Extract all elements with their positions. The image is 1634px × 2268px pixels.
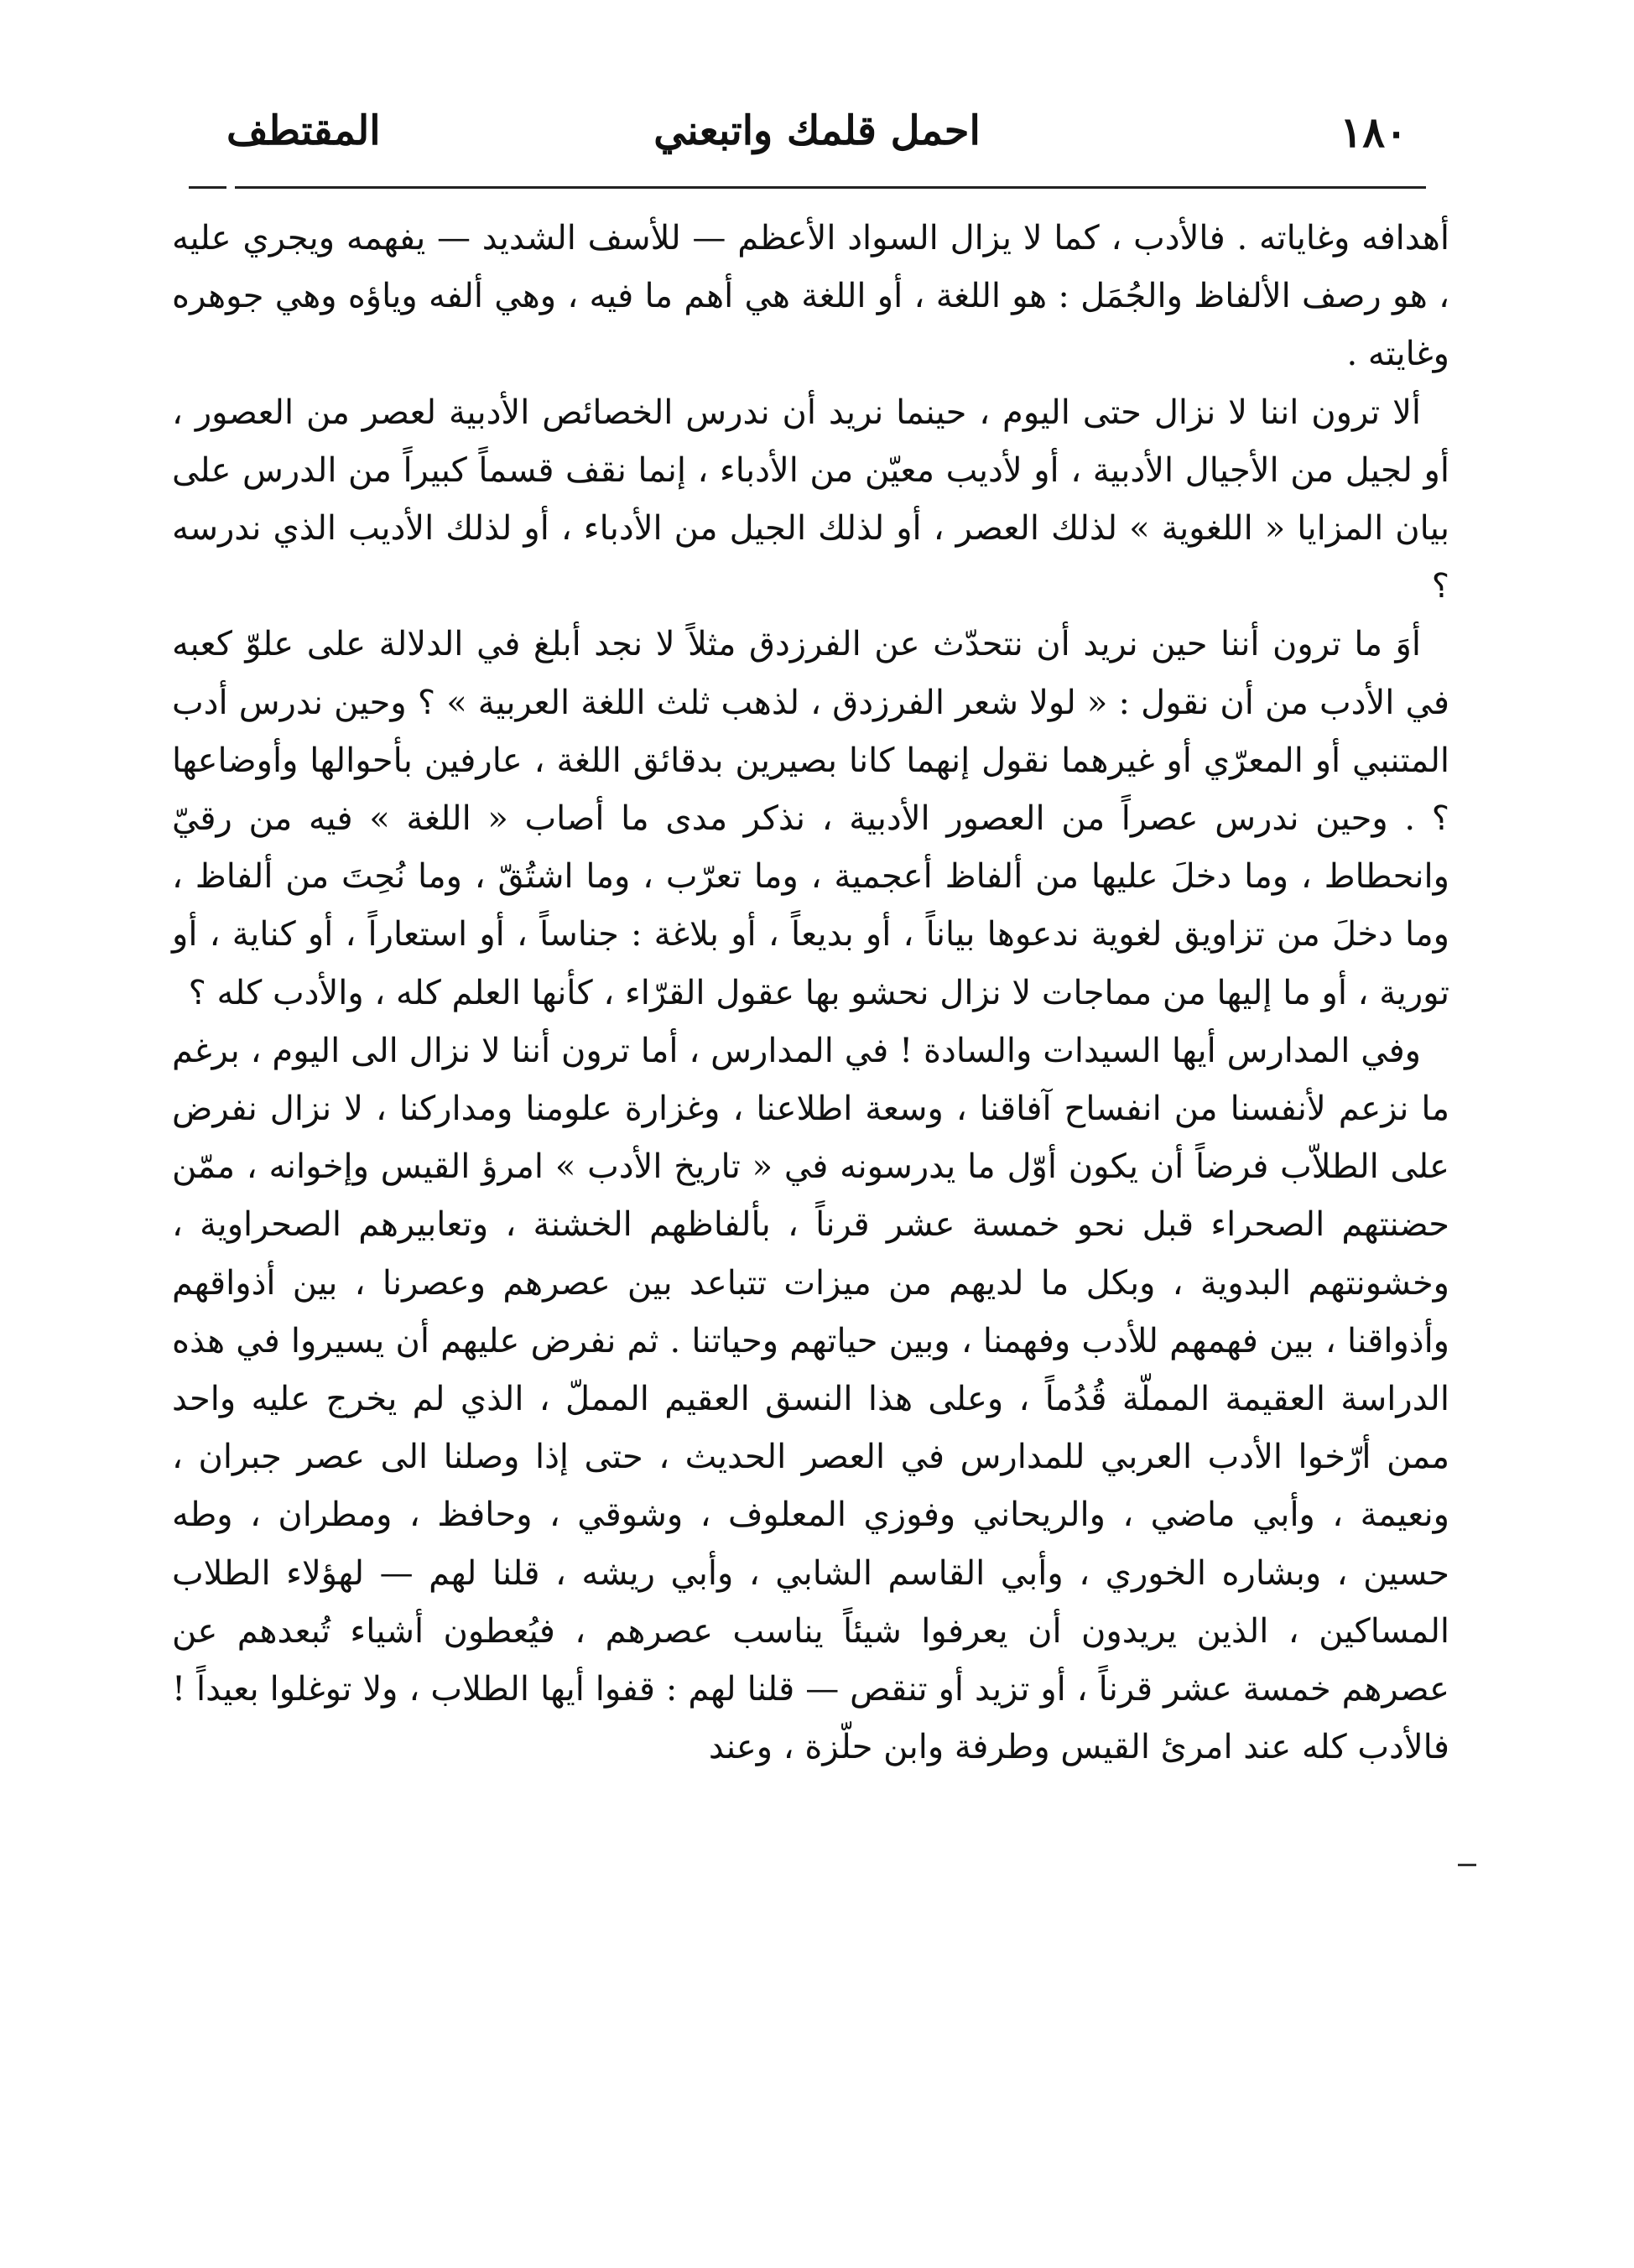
page-number: ١٨٠ <box>1340 107 1408 157</box>
paragraph: وفي المدارس أيها السيدات والسادة ! في المدارس ، أما ترون أننا لا نزال الى اليوم ، برغم ما نزعم لأنفسنا من انفساح آفاقنا ، وسعة اطلاعنا ، وغزارة علومنا ومداركنا ، لا نزال نفرض على الطلاّب فرضاً أن يكون أوّل ما يدرسونه في « تاريخ الأدب » امرؤ القيس وإخوانه ، ممّن حضنتهم الصحراء قبل نحو خمسة عشر قرناً ، بألفاظهم الخشنة ، وتعابيرهم الصحراوية ، وخشونتهم البدوية ، وبكل ما لديهم من ميزات تتباعد بين عصرهم وعصرنا ، بين أذواقهم وأذواقنا ، بين فهمهم للأدب وفهمنا ، وبين حياتهم وحياتنا . ثم نفرض عليهم أن يسيروا في هذه الدراسة العقيمة المملّة قُدُماً ، وعلى هذا النسق العقيم المملّ ، الذي لم يخرج عليه واحد ممن أرّخوا الأدب العربي للمدارس في العصر الحديث ، حتى إذا وصلنا الى عصر جبران ، ونعيمة ، وأبي ماضي ، والريحاني وفوزي المعلوف ، وشوقي ، وحافظ ، ومطران ، وطه حسين ، وبشاره الخوري ، وأبي القاسم الشابي ، وأبي ريشه ، قلنا لهم — لهؤلاء الطلاب المساكين ، الذين يريدون أن يعرفوا شيئاً يناسب عصرهم ، فيُعطون أشياء تُبعدهم عن عصرهم خمسة عشر قرناً ، أو تزيد أو تنقص — قلنا لهم : قفوا أيها الطلاب ، ولا توغلوا بعيداً ! فالأدب كله عند امرئ القيس وطرفة وابن حلّزة ، وعند <box>172 1031 1450 1767</box>
margin-mark <box>1458 1864 1476 1866</box>
page-header <box>210 107 1424 174</box>
paragraph: أهدافه وغاياته . فالأدب ، كما لا يزال السواد الأعظم — للأسف الشديد — يفهمه ويجري عليه ، هو رصف الألفاظ والجُمَل : هو اللغة ، أو اللغة هي أهم ما فيه ، وهي ألفه وياؤه وهي جوهره وغايته . <box>172 219 1449 374</box>
journal-name: المقتطف <box>226 107 381 154</box>
header-rule <box>235 186 1426 189</box>
paragraph: أوَ ما ترون أننا حين نريد أن نتحدّث عن الفرزدق مثلاً لا نجد أبلغ في الدلالة على علوّ كعبه في الأدب من أن نقول : « لولا شعر الفرزدق ، لذهب ثلث اللغة العربية » ؟ وحين ندرس أدب المتنبي أو المعرّي أو غيرهما نقول إنهما كانا بصيرين بدقائق اللغة ، عارفين بأحوالها وأوضاعها ؟ . وحين ندرس عصراً من العصور الأدبية ، نذكر مدى ما أصاب « اللغة » فيه من رقيّ وانحطاط ، وما دخلَ عليها من ألفاظ أعجمية ، وما تعرّب ، وما اشتُقّ ، وما نُحِتَ من ألفاظ ، وما دخلَ من تزاويق لغوية ندعوها بياناً ، أو بديعاً ، أو بلاغة : جناساً ، أو استعاراً ، أو كناية ، أو تورية ، أو ما إليها من مماجات لا نزال نحشو بها عقول القرّاء ، كأنها العلم كله ، والأدب كله ؟ <box>172 625 1449 1012</box>
body-text <box>172 210 1449 1776</box>
running-title: احمل قلمك واتبعني <box>653 107 981 154</box>
header-rule-end <box>189 186 226 189</box>
paragraph: ألا ترون اننا لا نزال حتى اليوم ، حينما نريد أن ندرس الخصائص الأدبية لعصر من العصور ، أو لجيل من الأجيال الأدبية ، أو لأديب معيّن من الأدباء ، إنما نقف قسماً كبيراً من الدرس على بيان المزايا « اللغوية » لذلك العصر ، أو لذلك الجيل من الأدباء ، أو لذلك الأديب الذي ندرسه ؟ <box>172 393 1449 606</box>
